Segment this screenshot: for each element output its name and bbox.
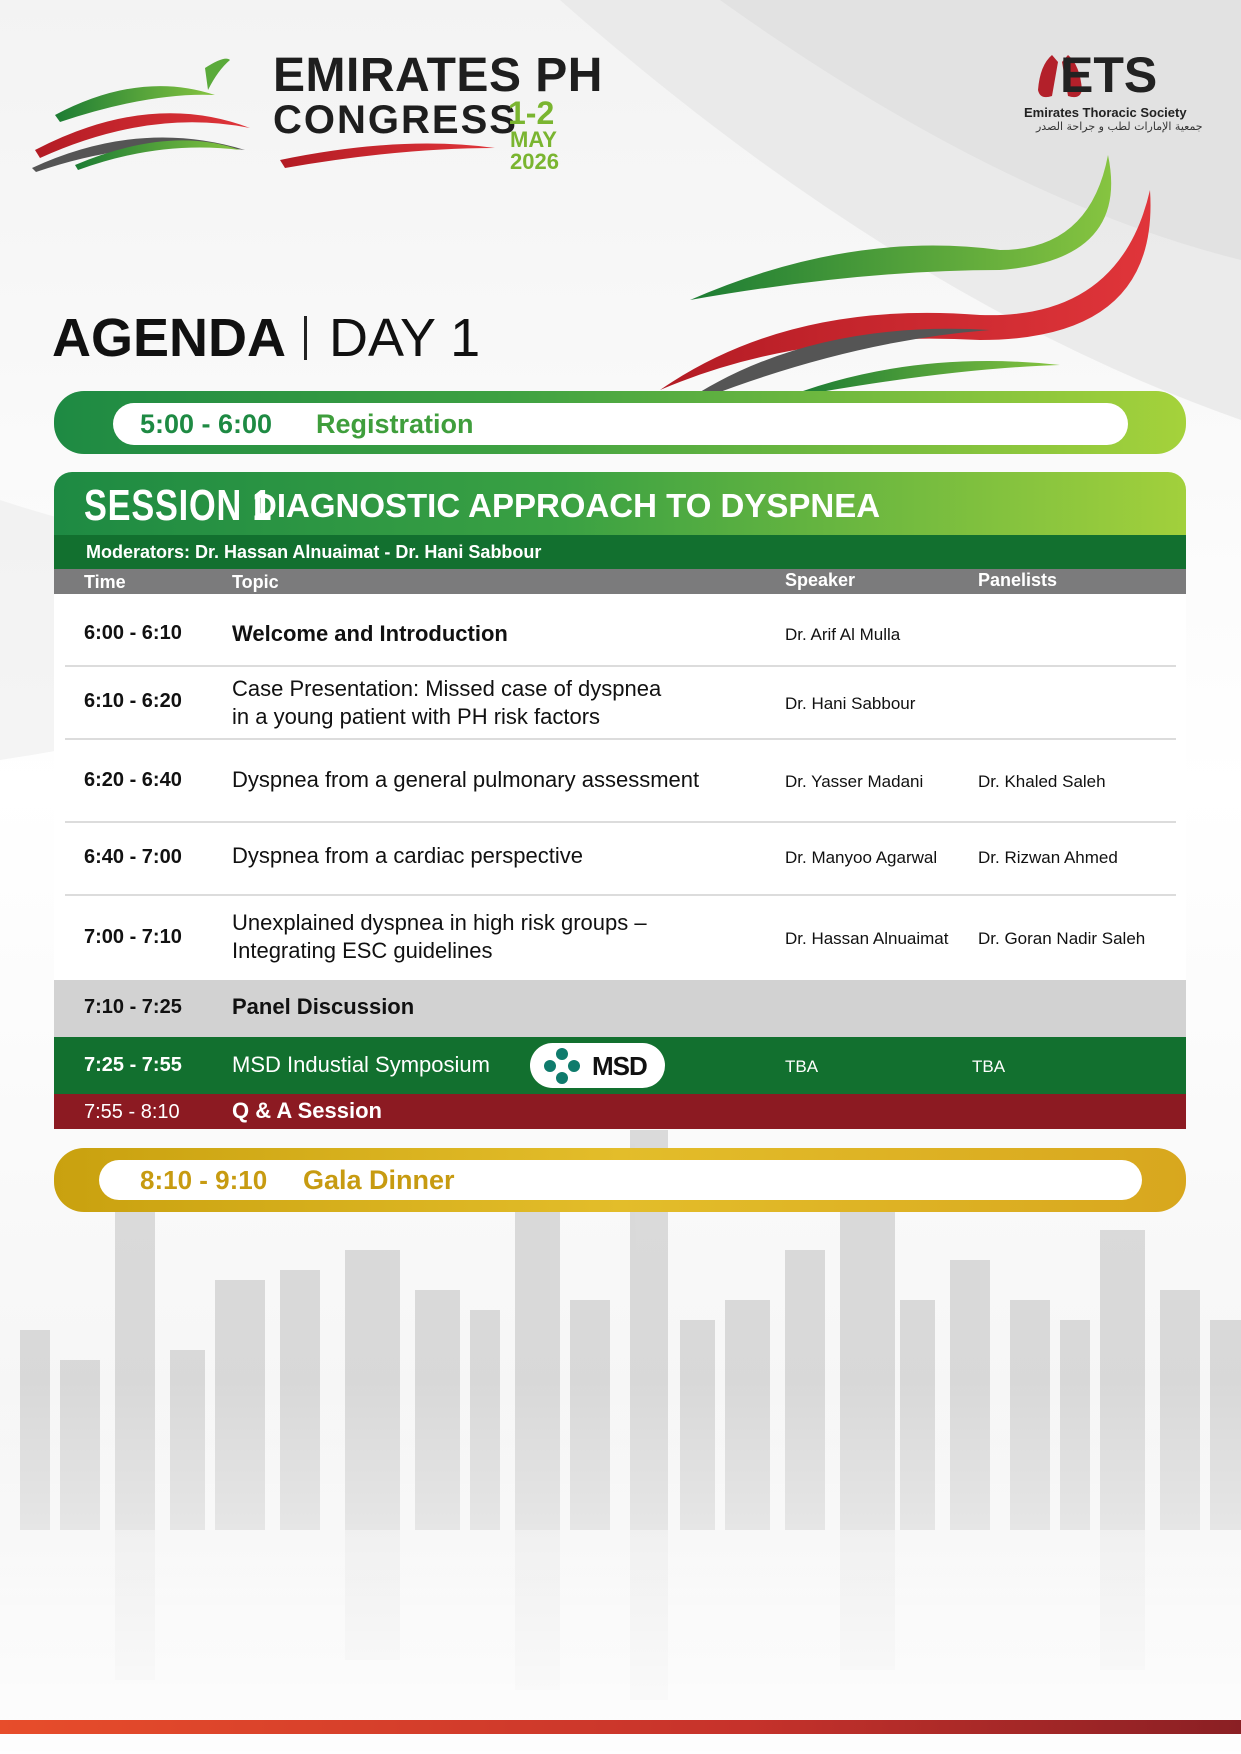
row-panelist: Dr. Khaled Saleh [978, 772, 1106, 791]
registration-time: 5:00 - 6:00 [140, 409, 273, 439]
qa-topic: Q & A Session [232, 1098, 382, 1123]
logo-swoosh-red-under [280, 144, 495, 168]
row-divider [65, 821, 1176, 823]
gala-dinner-label: Gala Dinner [303, 1165, 455, 1195]
row-time: 6:10 - 6:20 [84, 690, 182, 712]
row-time: 6:00 - 6:10 [84, 622, 182, 644]
congress-date-year: 2026 [510, 149, 559, 174]
congress-title-line1: EMIRATES PH [273, 49, 603, 102]
symposium-topic: MSD Industial Symposium [232, 1052, 490, 1077]
right-swoosh-green-low [800, 361, 1060, 392]
msd-logo-text: MSD [592, 1051, 647, 1081]
moderators-bar [54, 535, 1186, 569]
agenda-title: AGENDA [52, 308, 287, 368]
column-header-panelists: Panelists [978, 570, 1058, 590]
agenda-day: DAY 1 [329, 308, 481, 368]
society-name-arabic: جمعية الإمارات لطب و جراحة الصدر [1036, 120, 1203, 133]
congress-title-line2: CONGRESS [273, 98, 518, 142]
row-topic-line2: Integrating ESC guidelines [232, 938, 493, 963]
row-speaker: Dr. Hani Sabbour [785, 694, 916, 713]
row-speaker: Dr. Hassan Alnuaimat [785, 929, 949, 948]
column-header-speaker: Speaker [785, 570, 856, 590]
row-speaker: Dr. Manyoo Agarwal [785, 848, 938, 867]
row-divider [65, 738, 1176, 740]
session-title: DIAGNOSTIC APPROACH TO DYSPNEA [253, 487, 881, 524]
session-number: SESSION 1 [84, 481, 273, 530]
row-divider [65, 894, 1176, 896]
msd-logo-icon [542, 1047, 582, 1085]
society-logo-abbr: ETS [1060, 47, 1158, 103]
row-topic: Welcome and Introduction [232, 621, 508, 646]
row-divider [65, 665, 1176, 667]
qa-time: 7:55 - 8:10 [84, 1101, 180, 1123]
column-header-topic: Topic [232, 572, 279, 592]
registration-label: Registration [316, 409, 474, 439]
table-column-header [54, 569, 1186, 594]
fog-overlay [0, 1380, 1241, 1754]
column-header-time: Time [84, 572, 126, 592]
row-topic-line1: Unexplained dyspnea in high risk groups – [232, 910, 647, 935]
row-speaker: Dr. Yasser Madani [785, 772, 924, 791]
row-time: 6:40 - 7:00 [84, 846, 182, 868]
symposium-speaker: TBA [785, 1057, 819, 1076]
society-name: Emirates Thoracic Society [1024, 105, 1187, 120]
footer-color-strip [0, 1720, 1241, 1734]
row-time: 7:00 - 7:10 [84, 926, 182, 948]
logo-leaf [205, 59, 230, 90]
moderators-text: Moderators: Dr. Hassan Alnuaimat - Dr. Hani Sabbour [86, 542, 542, 562]
row-topic-line1: Case Presentation: Missed case of dyspnea [232, 676, 662, 701]
row-topic: Dyspnea from a general pulmonary assessment [232, 767, 700, 792]
row-topic: Dyspnea from a cardiac perspective [232, 843, 583, 868]
row-time: 6:20 - 6:40 [84, 769, 182, 791]
gala-dinner-time: 8:10 - 9:10 [140, 1165, 268, 1195]
symposium-panelist: TBA [972, 1057, 1006, 1076]
row-speaker: Dr. Arif Al Mulla [785, 625, 901, 644]
congress-date-days: 1-2 [508, 95, 555, 131]
symposium-time: 7:25 - 7:55 [84, 1054, 182, 1076]
row-panelist: Dr. Goran Nadir Saleh [978, 929, 1146, 948]
row-topic-line2: in a young patient with PH risk factors [232, 704, 601, 729]
congress-date-month: MAY [510, 127, 557, 152]
agenda-heading [52, 308, 480, 368]
panel-discussion-time: 7:10 - 7:25 [84, 996, 182, 1018]
row-panelist: Dr. Rizwan Ahmed [978, 848, 1118, 867]
title-divider [304, 316, 307, 360]
panel-discussion-topic: Panel Discussion [232, 994, 415, 1019]
